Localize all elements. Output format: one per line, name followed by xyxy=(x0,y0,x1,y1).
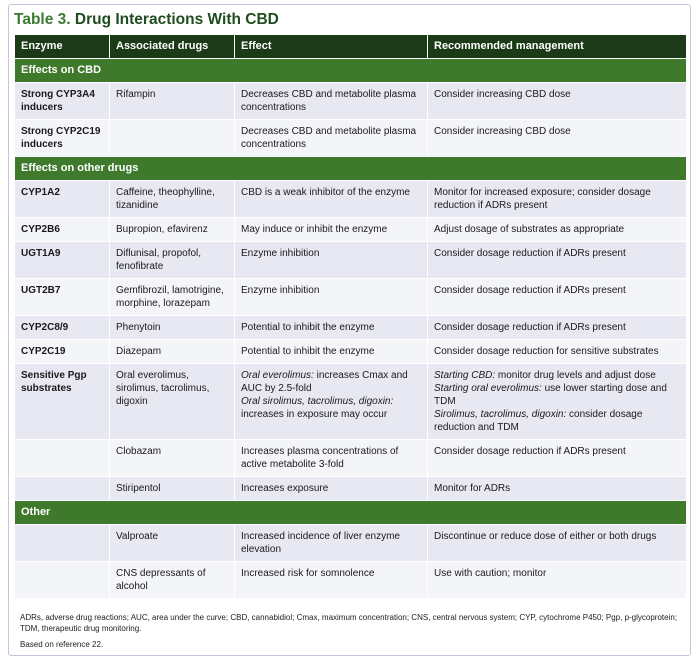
cell-enzyme: Strong CYP3A4 inducers xyxy=(15,83,110,120)
cell-management: Consider dosage reduction if ADRs present xyxy=(428,440,687,477)
management-text: consider dosage reduction and TDM xyxy=(434,409,643,433)
cell-management: Adjust dosage of substrates as appropriate xyxy=(428,218,687,242)
cell-drugs: Oral everolimus, sirolimus, tacrolimus, digoxin xyxy=(110,364,235,440)
header-row xyxy=(15,35,687,59)
effect-text: increases in exposure may occur xyxy=(241,409,388,420)
table-row xyxy=(15,242,687,279)
cell-enzyme: CYP1A2 xyxy=(15,181,110,218)
cell-drugs: Stiripentol xyxy=(110,477,235,501)
cell-drugs: Caffeine, theophylline, tizanidine xyxy=(110,181,235,218)
cell-drugs: Gemfibrozil, lamotrigine, morphine, lorazepam xyxy=(110,279,235,316)
cell-enzyme xyxy=(15,562,110,599)
footnote-abbreviations: ADRs, adverse drug reactions; AUC, area under the curve; CBD, cannabidiol; Cmax, maximum concentration; CNS, central nervous system; CYP, cytochrome P450; Pgp, p-glycoprotein; TDM, therapeutic drug monitoring. xyxy=(20,613,678,633)
table-row xyxy=(15,83,687,120)
cell-enzyme: UGT2B7 xyxy=(15,279,110,316)
cell-effect xyxy=(235,364,428,440)
cell-effect: Potential to inhibit the enzyme xyxy=(235,316,428,340)
cell-effect: Decreases CBD and metabolite plasma concentrations xyxy=(235,120,428,157)
section-row xyxy=(15,501,687,525)
management-lead: Sirolimus, tacrolimus, digoxin: xyxy=(434,409,567,420)
cell-enzyme: CYP2B6 xyxy=(15,218,110,242)
cell-effect: Increases plasma concentrations of active metabolite 3-fold xyxy=(235,440,428,477)
col-header-recommended-management: Recommended management xyxy=(428,35,687,59)
cell-drugs: Diflunisal, propofol, fenofibrate xyxy=(110,242,235,279)
table-row xyxy=(15,562,687,599)
table-row xyxy=(15,364,687,440)
section-row xyxy=(15,59,687,83)
table-footnotes xyxy=(20,612,680,655)
cell-effect: Potential to inhibit the enzyme xyxy=(235,340,428,364)
col-header-effect: Effect xyxy=(235,35,428,59)
cell-management: Use with caution; monitor xyxy=(428,562,687,599)
cell-enzyme: Strong CYP2C19 inducers xyxy=(15,120,110,157)
effect-lead: Oral everolimus: xyxy=(241,370,314,381)
cell-effect: Enzyme inhibition xyxy=(235,242,428,279)
col-header-associated-drugs: Associated drugs xyxy=(110,35,235,59)
section-row xyxy=(15,157,687,181)
section-title: Effects on CBD xyxy=(15,59,687,83)
management-lead: Starting oral everolimus: xyxy=(434,383,542,394)
cell-management xyxy=(428,364,687,440)
management-text: monitor drug levels and adjust dose xyxy=(495,370,656,381)
cell-enzyme xyxy=(15,477,110,501)
cell-enzyme xyxy=(15,525,110,562)
footnote-reference: Based on reference 22. xyxy=(20,640,104,649)
cell-management: Consider increasing CBD dose xyxy=(428,120,687,157)
table-label: Table 3. xyxy=(14,11,71,28)
cell-management: Consider dosage reduction if ADRs present xyxy=(428,242,687,279)
cell-management: Monitor for increased exposure; consider dosage reduction if ADRs present xyxy=(428,181,687,218)
cell-enzyme: CYP2C8/9 xyxy=(15,316,110,340)
cell-management: Consider dosage reduction if ADRs present xyxy=(428,279,687,316)
cell-effect: Increased incidence of liver enzyme elevation xyxy=(235,525,428,562)
drug-interactions-table xyxy=(14,34,687,599)
table-row xyxy=(15,525,687,562)
table-row xyxy=(15,477,687,501)
effect-text: increases Cmax and AUC by 2.5-fold xyxy=(241,370,408,394)
table-row xyxy=(15,218,687,242)
col-header-enzyme: Enzyme xyxy=(15,35,110,59)
cell-effect: Enzyme inhibition xyxy=(235,279,428,316)
cell-drugs: Valproate xyxy=(110,525,235,562)
cell-drugs: Phenytoin xyxy=(110,316,235,340)
table-row xyxy=(15,340,687,364)
cell-drugs: Rifampin xyxy=(110,83,235,120)
cell-enzyme: CYP2C19 xyxy=(15,340,110,364)
table-title xyxy=(14,11,279,29)
cell-effect: May induce or inhibit the enzyme xyxy=(235,218,428,242)
management-lead: Starting CBD: xyxy=(434,370,496,381)
table-row xyxy=(15,279,687,316)
cell-effect: Increases exposure xyxy=(235,477,428,501)
cell-management: Consider dosage reduction if ADRs present xyxy=(428,316,687,340)
table-row xyxy=(15,181,687,218)
cell-management: Monitor for ADRs xyxy=(428,477,687,501)
cell-drugs: Bupropion, efavirenz xyxy=(110,218,235,242)
effect-lead: Oral sirolimus, tacrolimus, digoxin: xyxy=(241,396,394,407)
cell-drugs: Clobazam xyxy=(110,440,235,477)
table-title-text: Drug Interactions With CBD xyxy=(74,11,279,28)
table-row xyxy=(15,120,687,157)
management-text: use lower starting dose and TDM xyxy=(434,383,667,407)
cell-management: Consider dosage reduction for sensitive substrates xyxy=(428,340,687,364)
cell-drugs: Diazepam xyxy=(110,340,235,364)
cell-management: Consider increasing CBD dose xyxy=(428,83,687,120)
table-row xyxy=(15,316,687,340)
section-title: Effects on other drugs xyxy=(15,157,687,181)
cell-enzyme xyxy=(15,440,110,477)
cell-management: Discontinue or reduce dose of either or both drugs xyxy=(428,525,687,562)
cell-effect: Decreases CBD and metabolite plasma concentrations xyxy=(235,83,428,120)
cell-drugs xyxy=(110,120,235,157)
table-row xyxy=(15,440,687,477)
cell-effect: Increased risk for somnolence xyxy=(235,562,428,599)
cell-effect: CBD is a weak inhibitor of the enzyme xyxy=(235,181,428,218)
cell-drugs: CNS depressants of alcohol xyxy=(110,562,235,599)
cell-enzyme: Sensitive Pgp substrates xyxy=(15,364,110,440)
cell-enzyme: UGT1A9 xyxy=(15,242,110,279)
section-title: Other xyxy=(15,501,687,525)
